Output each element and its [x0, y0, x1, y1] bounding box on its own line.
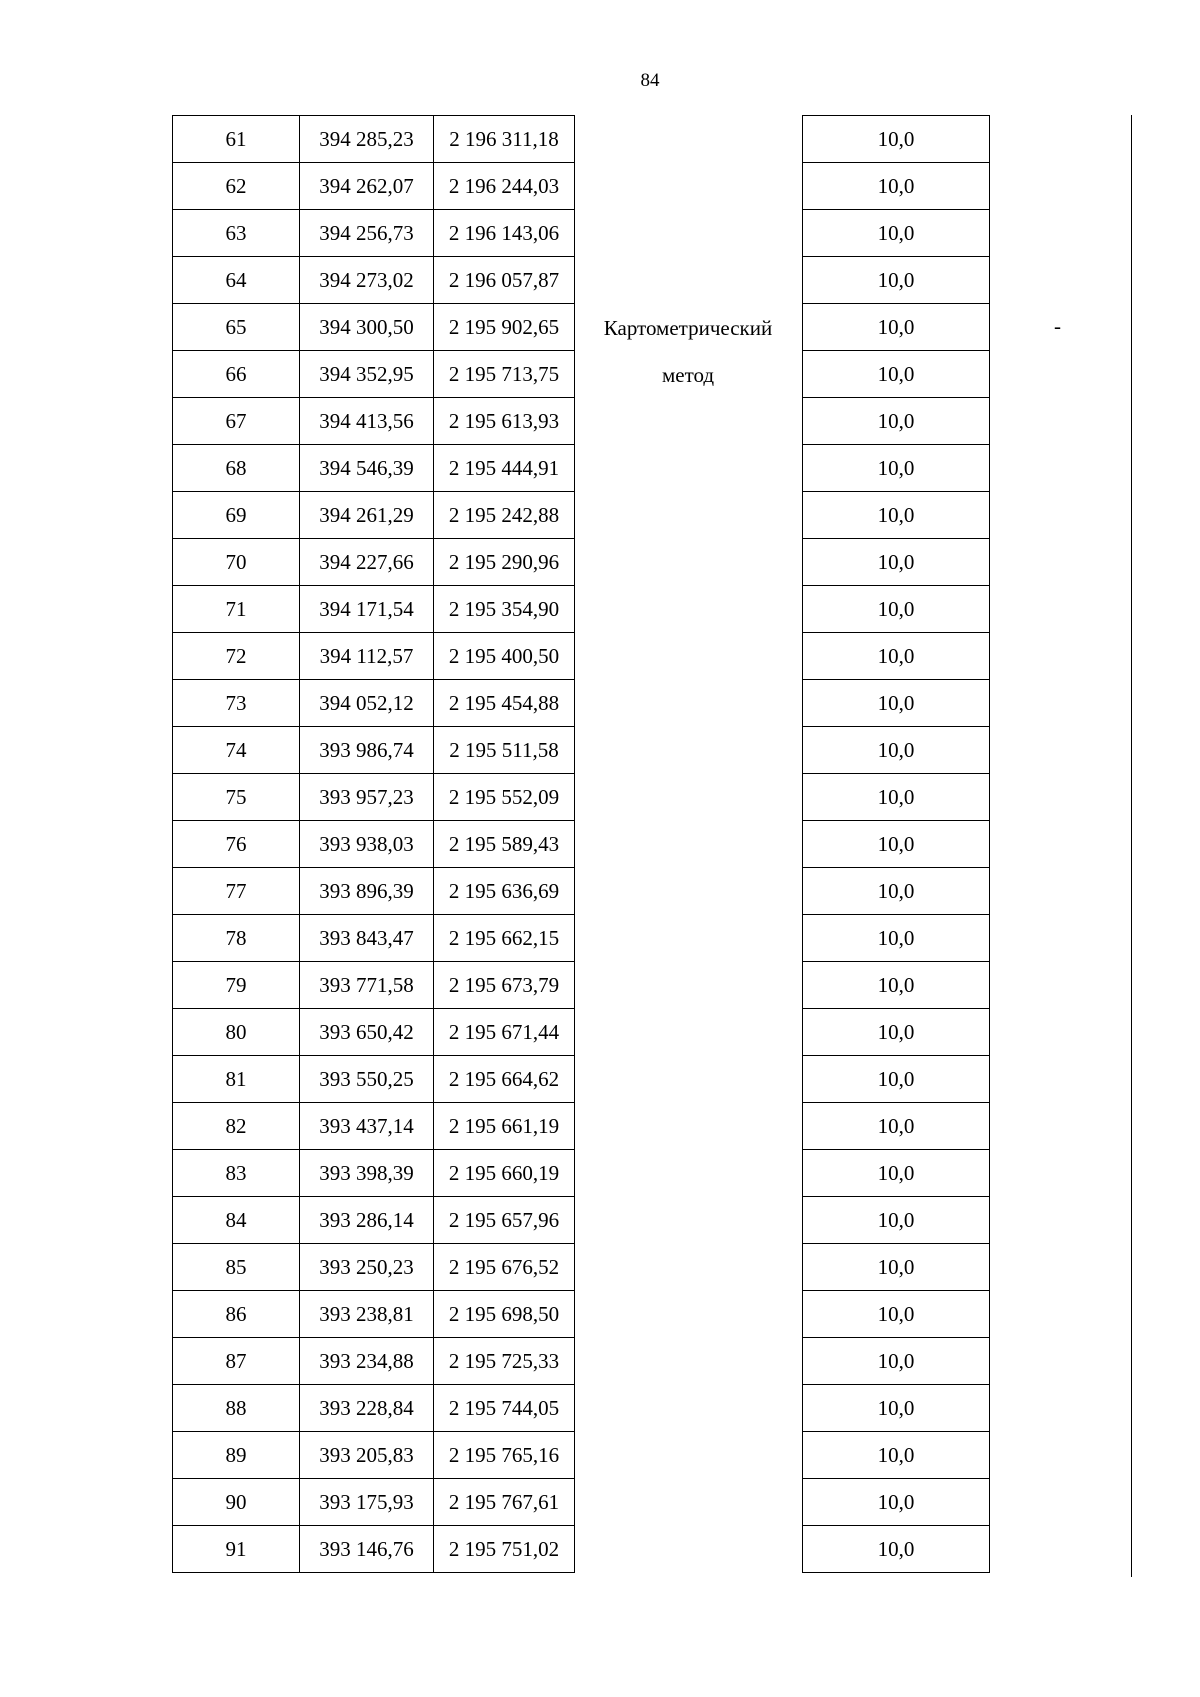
precision-cell: 10,0 [803, 1432, 990, 1479]
precision-cell: 10,0 [803, 1479, 990, 1526]
precision-cell: 10,0 [803, 633, 990, 680]
table-row [173, 1338, 575, 1385]
table-row [173, 1103, 575, 1150]
table-row [173, 962, 575, 1009]
table-row [173, 1291, 575, 1338]
table-row [803, 1150, 990, 1197]
table-row [803, 1009, 990, 1056]
x-coordinate-cell: 393 437,14 [300, 1103, 434, 1150]
precision-cell: 10,0 [803, 304, 990, 351]
table-row [173, 1432, 575, 1479]
table-row [173, 1244, 575, 1291]
precision-cell: 10,0 [803, 680, 990, 727]
y-coordinate-cell: 2 195 444,91 [434, 445, 575, 492]
x-coordinate-cell: 394 546,39 [300, 445, 434, 492]
x-coordinate-cell: 394 273,02 [300, 257, 434, 304]
x-coordinate-cell: 393 896,39 [300, 868, 434, 915]
x-coordinate-cell: 393 146,76 [300, 1526, 434, 1573]
precision-cell: 10,0 [803, 492, 990, 539]
point-number-cell: 72 [173, 633, 300, 680]
table-row [803, 586, 990, 633]
precision-cell: 10,0 [803, 868, 990, 915]
precision-cell: 10,0 [803, 1338, 990, 1385]
y-coordinate-cell: 2 195 552,09 [434, 774, 575, 821]
coordinates-table [172, 115, 575, 1573]
y-coordinate-cell: 2 195 744,05 [434, 1385, 575, 1432]
y-coordinate-cell: 2 195 636,69 [434, 868, 575, 915]
x-coordinate-cell: 394 227,66 [300, 539, 434, 586]
precision-cell: 10,0 [803, 1291, 990, 1338]
y-coordinate-cell: 2 195 242,88 [434, 492, 575, 539]
point-number-cell: 68 [173, 445, 300, 492]
x-coordinate-cell: 393 228,84 [300, 1385, 434, 1432]
table-row [173, 633, 575, 680]
y-coordinate-cell: 2 195 661,19 [434, 1103, 575, 1150]
y-coordinate-cell: 2 195 676,52 [434, 1244, 575, 1291]
y-coordinate-cell: 2 195 589,43 [434, 821, 575, 868]
point-number-cell: 67 [173, 398, 300, 445]
y-coordinate-cell: 2 195 660,19 [434, 1150, 575, 1197]
y-coordinate-cell: 2 195 657,96 [434, 1197, 575, 1244]
table-row [803, 962, 990, 1009]
y-coordinate-cell: 2 195 902,65 [434, 304, 575, 351]
precision-cell: 10,0 [803, 915, 990, 962]
table-row [173, 351, 575, 398]
x-coordinate-cell: 394 171,54 [300, 586, 434, 633]
x-coordinate-cell: 394 262,07 [300, 163, 434, 210]
precision-cell: 10,0 [803, 1056, 990, 1103]
x-coordinate-cell: 394 413,56 [300, 398, 434, 445]
point-number-cell: 71 [173, 586, 300, 633]
point-number-cell: 76 [173, 821, 300, 868]
table-row [173, 727, 575, 774]
point-number-cell: 90 [173, 1479, 300, 1526]
point-number-cell: 85 [173, 1244, 300, 1291]
table-row [803, 680, 990, 727]
table-row [803, 868, 990, 915]
point-number-cell: 66 [173, 351, 300, 398]
table-row [173, 1056, 575, 1103]
table-row [173, 680, 575, 727]
table-row [173, 821, 575, 868]
y-coordinate-cell: 2 195 698,50 [434, 1291, 575, 1338]
point-number-cell: 80 [173, 1009, 300, 1056]
precision-cell: 10,0 [803, 821, 990, 868]
point-number-cell: 87 [173, 1338, 300, 1385]
table-row [803, 1479, 990, 1526]
y-coordinate-cell: 2 195 765,16 [434, 1432, 575, 1479]
point-number-cell: 84 [173, 1197, 300, 1244]
precision-cell: 10,0 [803, 586, 990, 633]
table-row [803, 1103, 990, 1150]
precision-cell: 10,0 [803, 398, 990, 445]
table-row [803, 1291, 990, 1338]
table-row [803, 351, 990, 398]
point-number-cell: 64 [173, 257, 300, 304]
y-coordinate-cell: 2 195 290,96 [434, 539, 575, 586]
y-coordinate-cell: 2 195 751,02 [434, 1526, 575, 1573]
precision-cell: 10,0 [803, 116, 990, 163]
table-row [173, 539, 575, 586]
y-coordinate-cell: 2 195 400,50 [434, 633, 575, 680]
method-label-line1: Картометрический [603, 316, 773, 340]
table-row [803, 539, 990, 586]
table-right-border [1131, 115, 1132, 1577]
table-row [803, 1338, 990, 1385]
point-number-cell: 74 [173, 727, 300, 774]
table-row [173, 1009, 575, 1056]
point-number-cell: 91 [173, 1526, 300, 1573]
x-coordinate-cell: 393 986,74 [300, 727, 434, 774]
x-coordinate-cell: 393 250,23 [300, 1244, 434, 1291]
x-coordinate-cell: 394 261,29 [300, 492, 434, 539]
precision-cell: 10,0 [803, 1385, 990, 1432]
point-number-cell: 78 [173, 915, 300, 962]
table-row [173, 1479, 575, 1526]
table-row [803, 492, 990, 539]
point-number-cell: 86 [173, 1291, 300, 1338]
precision-cell: 10,0 [803, 727, 990, 774]
table-row [803, 1056, 990, 1103]
precision-cell: 10,0 [803, 1103, 990, 1150]
precision-cell: 10,0 [803, 351, 990, 398]
x-coordinate-cell: 394 112,57 [300, 633, 434, 680]
x-coordinate-cell: 393 650,42 [300, 1009, 434, 1056]
point-number-cell: 62 [173, 163, 300, 210]
precision-table [802, 115, 990, 1573]
y-coordinate-cell: 2 196 311,18 [434, 116, 575, 163]
table-row [803, 116, 990, 163]
precision-cell: 10,0 [803, 1009, 990, 1056]
x-coordinate-cell: 394 256,73 [300, 210, 434, 257]
point-number-cell: 61 [173, 116, 300, 163]
point-number-cell: 88 [173, 1385, 300, 1432]
table-row [173, 915, 575, 962]
table-row [803, 1385, 990, 1432]
y-coordinate-cell: 2 195 613,93 [434, 398, 575, 445]
precision-cell: 10,0 [803, 962, 990, 1009]
point-number-cell: 69 [173, 492, 300, 539]
table-row [173, 210, 575, 257]
table-row [173, 1526, 575, 1573]
table-row [803, 304, 990, 351]
y-coordinate-cell: 2 195 454,88 [434, 680, 575, 727]
table-row [173, 586, 575, 633]
table-row [173, 1385, 575, 1432]
precision-cell: 10,0 [803, 1244, 990, 1291]
point-number-cell: 65 [173, 304, 300, 351]
point-number-cell: 73 [173, 680, 300, 727]
y-coordinate-cell: 2 195 664,62 [434, 1056, 575, 1103]
table-row [803, 210, 990, 257]
table-row [803, 633, 990, 680]
precision-cell: 10,0 [803, 163, 990, 210]
table-row [173, 398, 575, 445]
x-coordinate-cell: 393 205,83 [300, 1432, 434, 1479]
point-number-cell: 70 [173, 539, 300, 586]
precision-table-body [803, 116, 990, 1573]
table-row [803, 915, 990, 962]
precision-cell: 10,0 [803, 257, 990, 304]
point-number-cell: 63 [173, 210, 300, 257]
table-row [803, 774, 990, 821]
table-row [803, 1432, 990, 1479]
x-coordinate-cell: 393 550,25 [300, 1056, 434, 1103]
precision-cell: 10,0 [803, 774, 990, 821]
y-coordinate-cell: 2 195 725,33 [434, 1338, 575, 1385]
x-coordinate-cell: 393 843,47 [300, 915, 434, 962]
table-row [803, 821, 990, 868]
x-coordinate-cell: 394 052,12 [300, 680, 434, 727]
table-row [173, 868, 575, 915]
table-row [803, 1526, 990, 1573]
table-row [803, 257, 990, 304]
y-coordinate-cell: 2 195 673,79 [434, 962, 575, 1009]
point-number-cell: 79 [173, 962, 300, 1009]
x-coordinate-cell: 394 285,23 [300, 116, 434, 163]
x-coordinate-cell: 394 352,95 [300, 351, 434, 398]
y-coordinate-cell: 2 195 767,61 [434, 1479, 575, 1526]
table-row [173, 492, 575, 539]
precision-cell: 10,0 [803, 1197, 990, 1244]
table-row [803, 163, 990, 210]
y-coordinate-cell: 2 195 671,44 [434, 1009, 575, 1056]
y-coordinate-cell: 2 196 057,87 [434, 257, 575, 304]
table-row [173, 257, 575, 304]
y-coordinate-cell: 2 196 244,03 [434, 163, 575, 210]
table-row [173, 304, 575, 351]
description-dash: - [1054, 314, 1061, 338]
table-row [803, 1244, 990, 1291]
precision-cell: 10,0 [803, 539, 990, 586]
x-coordinate-cell: 393 398,39 [300, 1150, 434, 1197]
table-row [803, 445, 990, 492]
y-coordinate-cell: 2 196 143,06 [434, 210, 575, 257]
x-coordinate-cell: 393 771,58 [300, 962, 434, 1009]
point-number-cell: 82 [173, 1103, 300, 1150]
precision-cell: 10,0 [803, 1150, 990, 1197]
precision-cell: 10,0 [803, 445, 990, 492]
y-coordinate-cell: 2 195 354,90 [434, 586, 575, 633]
table-row [173, 1197, 575, 1244]
precision-cell: 10,0 [803, 1526, 990, 1573]
table-row [173, 445, 575, 492]
table-row [803, 398, 990, 445]
point-number-cell: 75 [173, 774, 300, 821]
precision-cell: 10,0 [803, 210, 990, 257]
point-number-cell: 89 [173, 1432, 300, 1479]
method-label-line2: метод [661, 363, 715, 387]
y-coordinate-cell: 2 195 511,58 [434, 727, 575, 774]
x-coordinate-cell: 393 957,23 [300, 774, 434, 821]
table-row [173, 116, 575, 163]
table-row [803, 727, 990, 774]
page-number: 84 [640, 70, 660, 91]
x-coordinate-cell: 394 300,50 [300, 304, 434, 351]
point-number-cell: 83 [173, 1150, 300, 1197]
table-row [173, 163, 575, 210]
y-coordinate-cell: 2 195 713,75 [434, 351, 575, 398]
table-row [173, 774, 575, 821]
x-coordinate-cell: 393 238,81 [300, 1291, 434, 1338]
point-number-cell: 81 [173, 1056, 300, 1103]
coordinates-table-body [173, 116, 575, 1573]
x-coordinate-cell: 393 234,88 [300, 1338, 434, 1385]
x-coordinate-cell: 393 286,14 [300, 1197, 434, 1244]
point-number-cell: 77 [173, 868, 300, 915]
table-row [173, 1150, 575, 1197]
x-coordinate-cell: 393 938,03 [300, 821, 434, 868]
y-coordinate-cell: 2 195 662,15 [434, 915, 575, 962]
x-coordinate-cell: 393 175,93 [300, 1479, 434, 1526]
table-row [803, 1197, 990, 1244]
